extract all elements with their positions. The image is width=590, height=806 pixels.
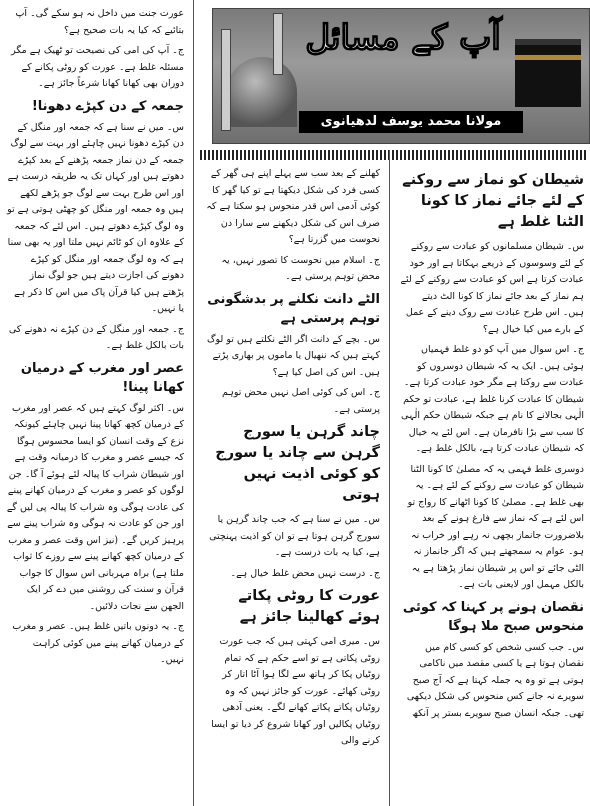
question-paragraph: س۔ جب کسی شخص کو کسی کام میں نقصان ہوتا ہے یا کسی مقصد میں ناکامی ہوتی ہے تو وہ یہ جملہ کہتا ہے کہ آج صبح سویرے نہ جانے کس منحوس کی شکل دیکھی تھی۔ جبکہ انسان صبح سویرے بستر پر آنکھ: [406, 641, 584, 719]
minaret-image: [221, 29, 231, 131]
kaaba-image: [515, 39, 581, 107]
answer-paragraph: ج۔ جمعہ اور منگل کے دن کپڑے نہ دھونے کی بات بالکل غلط ہے۔: [8, 323, 184, 351]
body-paragraph: عورت جنت میں داخل نہ ہو سکے گی۔ آپ بتائیے کہ کیا یہ بات صحیح ہے؟: [15, 8, 184, 36]
question-paragraph: س۔ بچے کے دانت اگر الٹے نکلتے ہیں تو لوگ کہتے ہیں کہ ننھیال یا ماموں پر بھاری پڑتے ہیں۔ اس کی اصل کیا ہے؟: [207, 333, 380, 378]
section-heading: شیطان کو نماز سے روکنے کے لئے جائے نماز کا کونا الٹنا غلط ہے: [402, 172, 584, 230]
body-paragraph: کھلنے کے بعد سب سے پہلے اپنے ہی گھر کے کسی فرد کی شکل دیکھتا ہے تو کیا گھر کا کوئی آدمی اس قدر منحوس ہو سکتا ہے کہ صرف اس کی شکل دیکھنے سے سارا دن نحوست میں گزرتا ہے؟: [206, 168, 380, 245]
question-paragraph: س۔ شیطان مسلمانوں کو عبادت سے روکنے کے لئے وسوسوں کے ذریعے بہکاتا ہے اور خود عبادت کرتا ہے اس کو عبادت سے روکنے کے لئے ہم نماز کے بعد جائے نماز کا کونا الٹ دیتے ہیں۔ اس طرح عبادت سے روک دینے کے عمل کے بارے میں کیا خیال ہے؟: [400, 241, 584, 335]
kaaba-band: [515, 55, 581, 60]
section-heading: نقصان ہونے پر کہنا کہ کوئی منحوس صبح ملا ہوگا: [402, 599, 584, 634]
question-paragraph: س۔ میری امی کہتی ہیں کہ جب عورت روٹی پکاتی ہے تو اسے حکم ہے کہ تمام روٹیاں پکا کر ہاتھ سے لگا ہوا آٹا اتار کر روٹی کھائے۔ عورت کو جائز نہیں کہ وہ روٹیاں پکاتے پکاتے کھانے لگے۔ یعنی آدھی روٹیاں پکالیں اور کھانا شروع کر دیا تو ایسا کرنے والی: [211, 636, 380, 746]
column-header-banner: [212, 8, 590, 144]
answer-paragraph: ج۔ درست نہیں محض غلط خیال ہے۔: [230, 567, 380, 579]
question-paragraph: س۔ اکثر لوگ کہتے ہیں کہ عصر اور مغرب کے درمیان کچھ کھانا پینا نہیں چاہئے کیونکہ نزع کے وقت انسان کو ایسا محسوس ہوگا کہ جیسے عصر و مغرب کا درمیانہ وقت ہے اور شیطان شراب کا پیالہ لئے ہوئے آ گا۔ جن لوگوں کو عصر و مغرب کے درمیان کھانے پینے کی عادت ہوگی وہ شراب کا پیالہ پی لیں گے اور جن کو عادت نہ ہوگی وہ شراب پینے سے پرہیز کریں گے۔ (نیز اس وقت عصر و مغرب کے درمیان کچھ کھانے پینے سے روزے کا ثواب ملتا ہے) براہ مہربانی اس سوال کا جواب قرآن و سنت کی روشنی میں دے کر ایک الجھن سے نجات دلائیں۔: [6, 402, 184, 612]
minaret-image: [273, 13, 283, 75]
answer-paragraph: ج۔ یہ دونوں باتیں غلط ہیں۔ عصر و مغرب کے درمیان کھانے پینے میں کوئی کراہت نہیں۔: [12, 621, 184, 665]
decorative-ribbon: [200, 150, 586, 160]
answer-paragraph: ج۔ اس سوال میں آپ کو دو غلط فہمیاں ہوئی ہیں۔ ایک یہ کہ شیطان دوسروں کو عبادت سے روکتا ہے مگر خود عبادت کرتا ہے۔ شیطان کا عبادت کرنا غلط ہے، عبادت تو حکم الٰہی بجالانے کا نام ہے جبکہ شیطان حکم الٰہی کا سب سے بڑا نافرمان ہے۔ اس لئے یہ خیال کہ شیطان عبادت کرتا ہے، بالکل غلط ہے۔: [401, 344, 584, 454]
section-heading: الٹے دانت نکلنے پر بدشگونی توہم پرستی ہے: [207, 291, 380, 326]
column-right: [392, 166, 590, 806]
answer-paragraph: ج۔ اسلام میں نحوست کا تصور نہیں، یہ محض توہم پرستی ہے۔: [221, 254, 380, 282]
section-heading: عصر اور مغرب کے درمیان کھانا پینا!: [20, 360, 184, 395]
section-heading: چاند گرہن یا سورج گرہن سے چاند یا سورج کو کوئی اذیت نہیں ہوتی: [215, 424, 380, 503]
author-name: مولانا محمد یوسف لدھیانوی: [299, 111, 523, 133]
answer-paragraph: ج۔ اس کی کوئی اصل نہیں محض توہم پرستی ہے۔: [221, 387, 380, 415]
section-heading: جمعہ کے دن کپڑے دھونا!: [31, 98, 184, 114]
section-heading: عورت کا روٹی پکاتے ہوئے کھالینا جائز ہے: [238, 588, 380, 625]
mosque-dome-image: [227, 57, 297, 127]
answer-paragraph: ج۔ آپ کی امی کی نصیحت تو ٹھیک ہے مگر مسئلہ غلط ہے۔ عورت کو روٹی پکانے کے دوران بھی کھانا کھانا شرعاً جائز ہے۔: [11, 45, 184, 89]
column-divider: [193, 0, 194, 806]
question-paragraph: س۔ میں نے سنا ہے کہ جب چاند گرہن یا سورج گرہن ہوتا ہے تو ان کو اذیت پہنچتی ہے، کیا یہ بات درست ہے۔: [209, 514, 380, 558]
column-title: آپ کے مسائل: [305, 18, 501, 58]
column-middle: [196, 166, 386, 806]
column-divider: [389, 150, 390, 806]
question-paragraph: س۔ میں نے سنا ہے کہ جمعہ اور منگل کے دن کپڑے دھونا نہیں چاہئے اور بہت سے لوگ جمعہ کے دن نماز جمعہ پڑھنے کے بعد کپڑے دھوتے ہیں اور کہاں تک یہ طریقہ درست ہے اور اس طرح بہت سے لوگ جو پڑھے لکھے ہیں وہ جمعہ اور منگل کو چھٹی ہوتی ہے تو وہ لوگ کپڑے دھوتے ہیں۔ اس لئے کہ جمعہ کے علاوہ ان کو ٹائم نہیں ملتا اور یہ بھی سنا ہے کہ وہ لوگ جمعہ اور منگل کو کپڑے دھونے کی اجازت دیتے ہیں جو لوگ نماز پڑھتے ہیں کیا قرآن پاک میں اس کا ذکر ہے یا نہیں۔: [7, 121, 184, 314]
body-paragraph: دوسری غلط فہمی یہ کہ مصلیٰ کا کونا الٹنا شیطان کو عبادت سے روکنے کے لئے ہے۔ یہ بھی غلط ہے۔ مصلیٰ کا کونا اٹھانے کا رواج تو اس لئے ہے کہ نماز سے فارغ ہونے کے بعد بلاضرورت جانماز بچھی نہ رہے اور خراب نہ ہو۔ عوام یہ سمجھتے ہیں کہ اگر جانماز نہ الٹی جائے تو اس پر شیطان نماز پڑھتا ہے یہ بالکل مہمل اور لایعنی بات ہے۔: [407, 463, 584, 590]
column-left: [0, 0, 190, 806]
